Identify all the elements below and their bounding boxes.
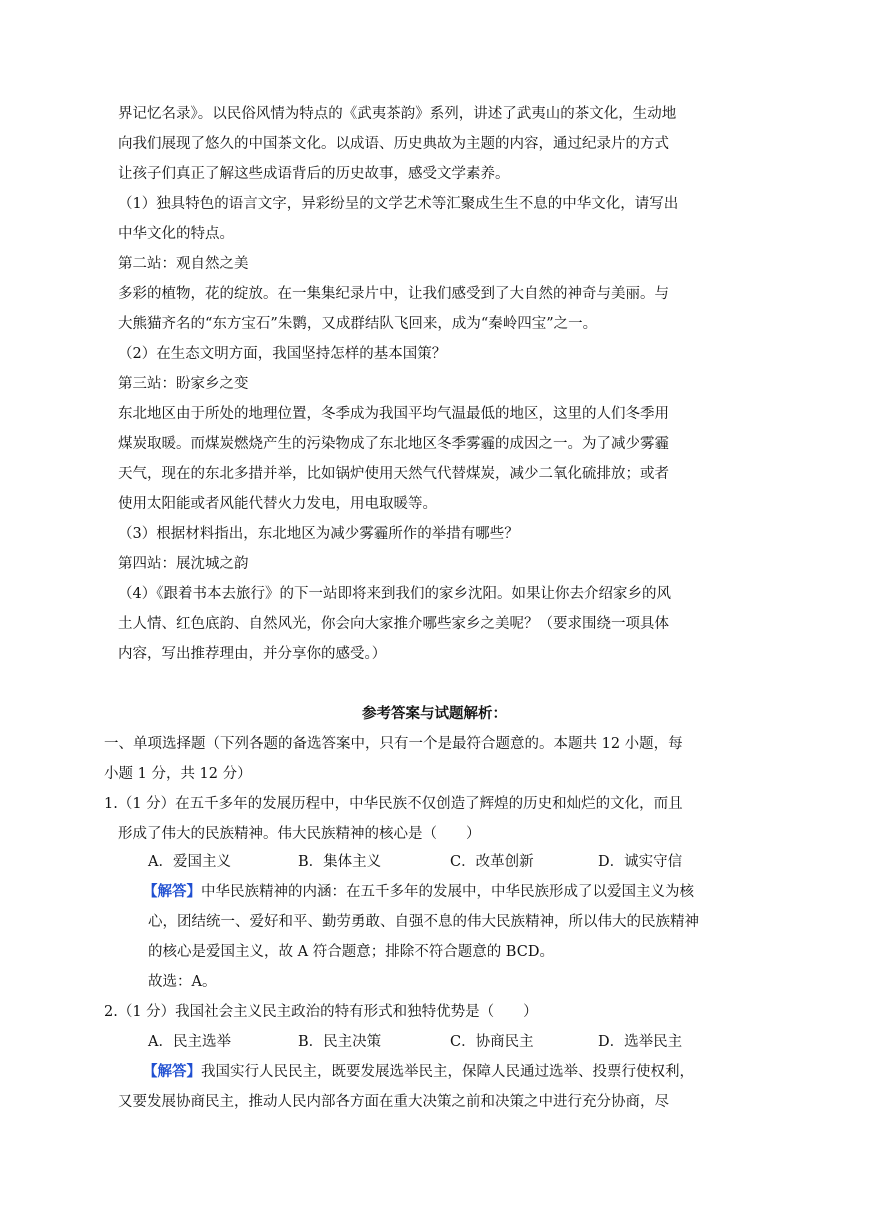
q1-answer-cont: 的核心是爱国主义，故 A 符合题意；排除不符合题意的 BCD。 [148,944,554,960]
q1-option-a: A．爱国主义 [148,854,231,870]
passage-line: 让孩子们真正了解这些成语背后的历史故事，感受文学素养。 [118,166,510,182]
q2-option-b: B．民主决策 [298,1034,382,1050]
passage-line: 界记忆名录》。以民俗风情为特点的《武夷茶韵》系列，讲述了武夷山的茶文化，生动地 [118,106,677,122]
q2-answer-cont: 又要发展协商民主，推动人民内部各方面在重大决策之前和决策之中进行充分协商，尽 [118,1094,669,1110]
question-3-prompt: （3）根据材料指出，东北地区为减少雾霾所作的举措有哪些？ [118,526,519,542]
q1-stem-cont: 形成了伟大的民族精神。伟大民族精神的核心是（ ） [118,826,481,842]
passage-line: 向我们展现了悠久的中国茶文化。以成语、历史典故为主题的内容，通过纪录片的方式 [118,136,669,152]
q2-stem: 2.（1 分）我国社会主义民主政治的特有形式和独特优势是（ ） [104,1004,538,1020]
q2-option-a: A．民主选举 [148,1034,231,1050]
q1-answer-cont: 心，团结统一、爱好和平、勤劳勇敢、自强不息的伟大民族精神，所以伟大的民族精神 [148,914,699,930]
q1-answer [143,882,694,902]
q1-choice: 故选：A。 [148,974,217,990]
q1-option-c: C．改革创新 [450,854,534,870]
question-4-prompt-cont: 土人情、红色底韵、自然风光，你会向大家推介哪些家乡之美呢？（要求围绕一项具体 [118,616,669,632]
question-4-prompt-cont: 内容，写出推荐理由，并分享你的感受。） [118,646,387,662]
question-1-prompt-cont: 中华文化的特点。 [118,226,234,242]
passage-line: 天气，现在的东北多措并举，比如锅炉使用天然气代替煤炭，减少二氧化硫排放；或者 [118,466,669,482]
q2-option-d: D．选举民主 [598,1034,683,1050]
passage-line: 使用太阳能或者风能代替火力发电，用电取暖等。 [118,496,437,512]
q1-option-b: B．集体主义 [298,854,382,870]
passage-line: 大熊猫齐名的“东方宝石”朱鹮，又成群结队飞回来，成为“秦岭四宝”之一。 [118,316,598,332]
q2-answer-text: 我国实行人民民主，既要发展选举民主，保障人民通过选举、投票行使权利， [201,1064,694,1080]
station-4-heading: 第四站：展沈城之韵 [118,556,249,572]
passage-line: 东北地区由于所处的地理位置，冬季成为我国平均气温最低的地区，这里的人们冬季用 [118,406,669,422]
q2-option-c: C．协商民主 [450,1034,534,1050]
question-1-prompt: （1）独具特色的语言文字，异彩纷呈的文学艺术等汇聚成生生不息的中华文化，请写出 [118,196,679,212]
passage-line: 煤炭取暖。而煤炭燃烧产生的污染物成了东北地区冬季雾霾的成因之一。为了减少雾霾 [118,436,669,452]
answers-title: 参考答案与试题解析： [362,705,507,722]
answer-tag: 【解答】 [143,1063,201,1080]
station-2-heading: 第二站：观自然之美 [118,256,249,272]
question-4-prompt: （4）《跟着书本去旅行》的下一站即将来到我们的家乡沈阳。如果让你去介绍家乡的风 [118,586,671,602]
q2-answer [143,1062,694,1082]
q1-stem: 1.（1 分）在五千多年的发展历程中，中华民族不仅创造了辉煌的历史和灿烂的文化，而且 [104,796,683,812]
section-heading-cont: 小题 1 分，共 12 分） [104,766,252,782]
passage-line: 多彩的植物，花的绽放。在一集集纪录片中，让我们感受到了大自然的神奇与美丽。与 [118,286,669,302]
station-3-heading: 第三站：盼家乡之变 [118,376,249,392]
section-heading: 一、单项选择题（下列各题的备选答案中，只有一个是最符合题意的。本题共 12 小题，每 [104,736,683,752]
question-2-prompt: （2）在生态文明方面，我国坚持怎样的基本国策？ [118,346,447,362]
q1-answer-text: 中华民族精神的内涵：在五千多年的发展中，中华民族形成了以爱国主义为核 [201,884,694,900]
q1-option-d: D．诚实守信 [598,854,683,870]
answer-tag: 【解答】 [143,883,201,900]
